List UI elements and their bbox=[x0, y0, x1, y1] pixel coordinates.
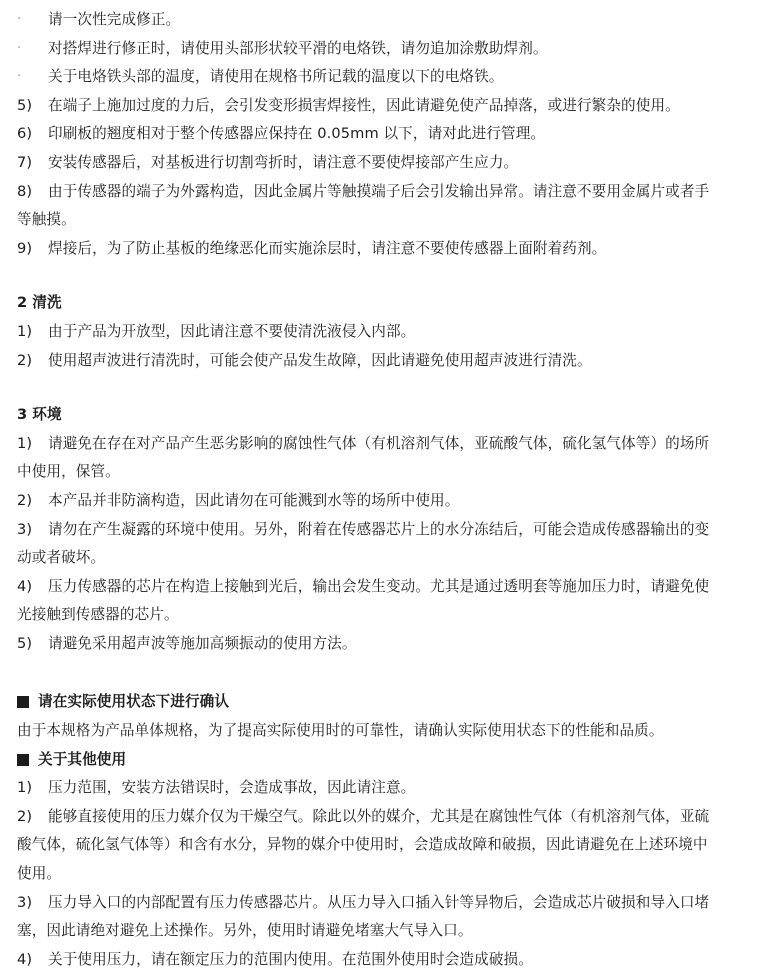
list-marker: 5) bbox=[17, 96, 33, 114]
section-other-use bbox=[17, 746, 741, 974]
black-square-bullet-icon bbox=[17, 696, 29, 708]
list-item-text: 印刷板的翘度相对于整个传感器应保持在 0.05mm 以下，请对此进行管理。 bbox=[48, 125, 546, 143]
list-item bbox=[17, 63, 741, 92]
list-item-text: 使用超声波进行清洗时，可能会使产品发生故障，因此请避免使用超声波进行清洗。 bbox=[48, 351, 592, 369]
section-cleaning bbox=[17, 289, 741, 375]
section-number: 3 bbox=[17, 406, 28, 424]
list-item-text: 本产品并非防滴构造，因此请勿在可能溅到水等的场所中使用。 bbox=[48, 491, 460, 509]
list-item bbox=[17, 235, 741, 264]
list-item bbox=[17, 318, 741, 347]
list-item-text: 焊接后，为了防止基板的绝缘恶化而实施涂层时，请注意不要使传感器上面附着药剂。 bbox=[48, 239, 607, 257]
list-item-text: 安装传感器后，对基板进行切割弯折时，请注意不要使焊接部产生应力。 bbox=[48, 153, 519, 171]
list-item-continuation: 等触摸。 bbox=[17, 211, 76, 229]
list-marker: 1) bbox=[17, 779, 33, 797]
square-heading-other-use bbox=[17, 746, 741, 775]
black-square-bullet-icon bbox=[17, 754, 29, 766]
list-marker: 4) bbox=[17, 950, 33, 968]
list-item-continuation: 光接触到传感器的芯片。 bbox=[17, 606, 179, 624]
list-item bbox=[17, 487, 741, 516]
list-item bbox=[17, 92, 741, 121]
list-marker: 2) bbox=[17, 351, 33, 369]
list-marker: 2) bbox=[17, 807, 33, 825]
list-marker: 1) bbox=[17, 434, 33, 452]
list-item bbox=[17, 573, 741, 602]
list-item-text: 由于传感器的端子为外露构造，因此金属片等触摸端子后会引发输出异常。请注意不要用金属片或者手 bbox=[48, 182, 710, 200]
section-title: 环境 bbox=[32, 406, 62, 424]
square-heading-text: 关于其他使用 bbox=[38, 750, 127, 768]
list-marker: 9) bbox=[17, 239, 33, 257]
list-item bbox=[17, 516, 741, 545]
list-item-text: 请避免采用超声波等施加高频振动的使用方法。 bbox=[48, 634, 357, 652]
list-marker: 3) bbox=[17, 520, 33, 538]
list-marker: · bbox=[17, 69, 22, 85]
list-item bbox=[17, 430, 741, 459]
section-heading-cleaning bbox=[17, 289, 741, 318]
list-item-text: 由于产品为开放型，因此请注意不要使清洗液侵入内部。 bbox=[48, 322, 416, 340]
list-marker: · bbox=[17, 12, 22, 27]
list-item-continuation: 中使用，保管。 bbox=[17, 463, 120, 481]
list-item-text: 能够直接使用的压力媒介仅为干燥空气。除此以外的媒介，尤其是在腐蚀性气体（有机溶剂气体，亚硫 bbox=[48, 807, 710, 825]
list-marker: 1) bbox=[17, 322, 33, 340]
list-marker: 3) bbox=[17, 893, 33, 911]
list-item-text: 压力范围，安装方法错误时，会造成事故，因此请注意。 bbox=[48, 779, 416, 797]
section-spacer bbox=[17, 658, 741, 688]
list-item-text: 请勿在产生凝露的环境中使用。另外，附着在传感器芯片上的水分冻结后，可能会造成传感器输出的变 bbox=[48, 520, 710, 538]
list-item-continuation: 使用。 bbox=[17, 865, 62, 883]
list-marker: 4) bbox=[17, 577, 33, 595]
list-item bbox=[17, 774, 741, 803]
list-marker: 8) bbox=[17, 182, 33, 200]
list-item-continuation: 酸气体，硫化氢气体等）和含有水分，异物的媒介中使用时，会造成故障和破损，因此请避免在上述环境中 bbox=[17, 836, 708, 854]
list-marker: 5) bbox=[17, 634, 33, 652]
list-item bbox=[17, 178, 741, 207]
list-marker: · bbox=[17, 40, 22, 56]
list-item bbox=[17, 6, 741, 35]
list-item bbox=[17, 347, 741, 376]
list-marker: 7) bbox=[17, 153, 33, 171]
list-item-text: 关于电烙铁头部的温度，请使用在规格书所记载的温度以下的电烙铁。 bbox=[48, 68, 504, 86]
list-item bbox=[17, 149, 741, 178]
list-item-continuation: 塞，因此请绝对避免上述操作。另外，使用时请避免堵塞大气导入口。 bbox=[17, 922, 473, 940]
list-item bbox=[17, 889, 741, 918]
list-item bbox=[17, 946, 741, 974]
section-confirm-actual-use bbox=[17, 688, 741, 745]
list-item bbox=[17, 803, 741, 832]
list-item-text: 关于使用压力，请在额定压力的范围内使用。在范围外使用时会造成破损。 bbox=[48, 950, 533, 968]
list-item-text: 压力传感器的芯片在构造上接触到光后，输出会发生变动。尤其是通过透明套等施加压力时，请避免使 bbox=[48, 577, 710, 595]
list-item bbox=[17, 120, 741, 149]
list-marker: 6) bbox=[17, 125, 33, 143]
list-marker: 2) bbox=[17, 491, 33, 509]
section-number: 2 bbox=[17, 294, 28, 312]
list-item-continuation: 动或者破坏。 bbox=[17, 549, 106, 567]
list-item-text: 压力导入口的内部配置有压力传感器芯片。从压力导入口插入针等异物后，会造成芯片破损和导入口堵 bbox=[48, 893, 710, 911]
section-title: 清洗 bbox=[32, 294, 62, 312]
section-heading-environment bbox=[17, 401, 741, 430]
list-item bbox=[17, 630, 741, 659]
list-item-text: 请一次性完成修正。 bbox=[48, 11, 181, 28]
square-heading-text: 请在实际使用状态下进行确认 bbox=[38, 693, 230, 711]
list-item bbox=[17, 35, 741, 64]
list-item-text: 对搭焊进行修正时，请使用头部形状较平滑的电烙铁，请勿追加涂敷助焊剂。 bbox=[48, 39, 548, 57]
confirm-paragraph: 由于本规格为产品单体规格，为了提高实际使用时的可靠性，请确认实际使用状态下的性能和品质。 bbox=[17, 722, 664, 740]
square-heading-confirm bbox=[17, 688, 741, 717]
list-item-text: 在端子上施加过度的力后，会引发变形损害焊接性，因此请避免使产品掉落，或进行繁杂的使用。 bbox=[48, 96, 680, 114]
list-item-text: 请避免在存在对产品产生恶劣影响的腐蚀性气体（有机溶剂气体，亚硫酸气体，硫化氢气体等）的场所 bbox=[48, 434, 710, 452]
soldering-precautions-list bbox=[17, 6, 741, 263]
section-environment bbox=[17, 401, 741, 658]
